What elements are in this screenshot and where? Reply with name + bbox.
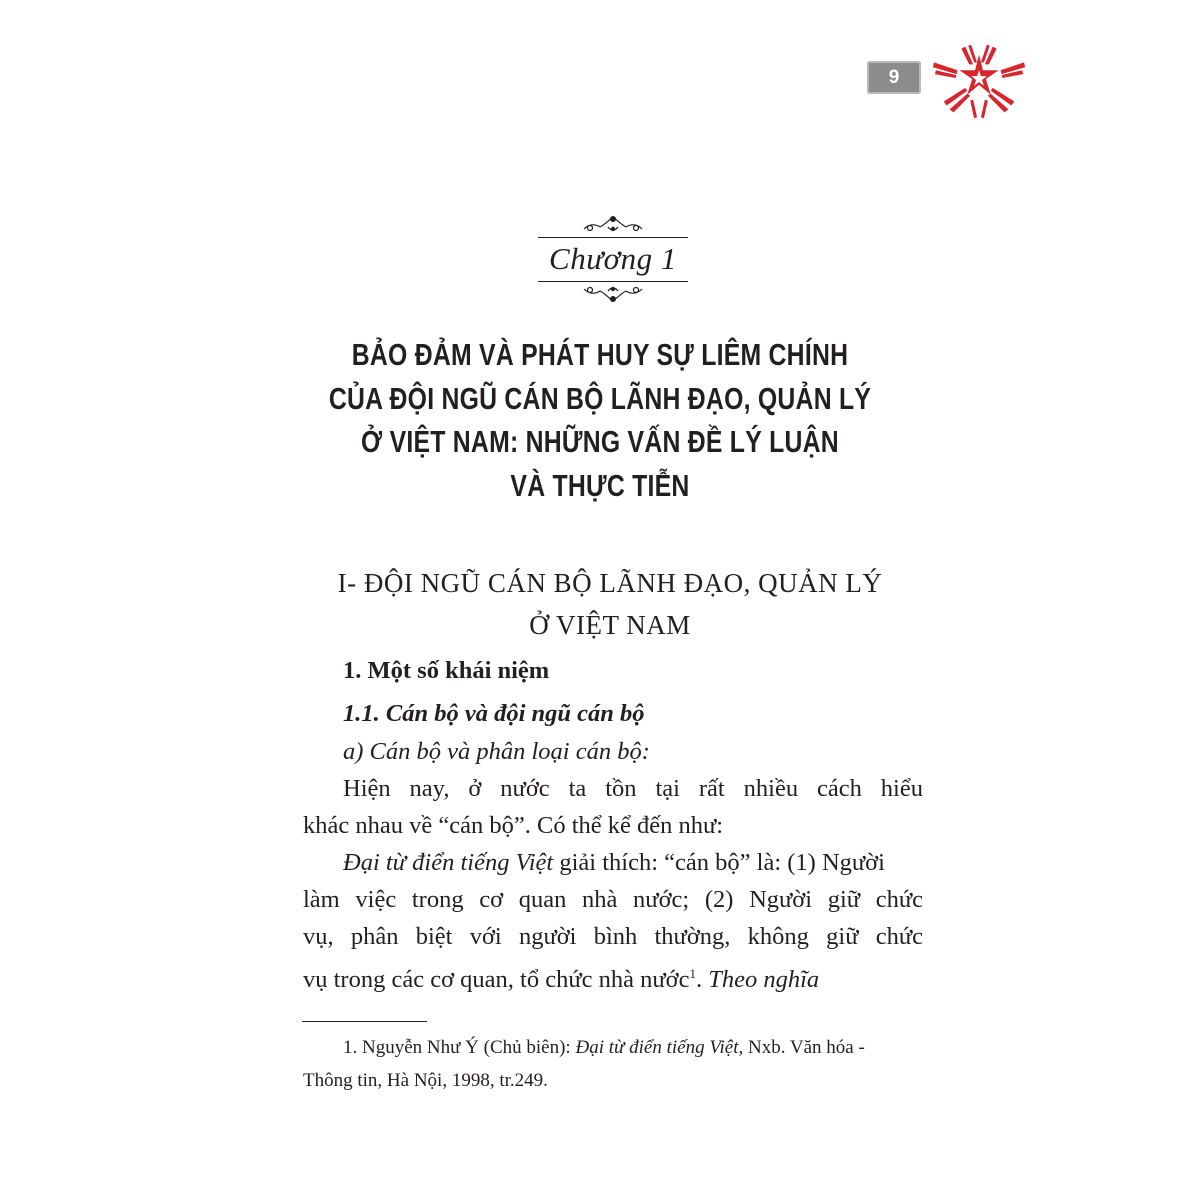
section-title-line: Ở VIỆT NAM [529, 610, 691, 640]
footnote-text: 1. Nguyễn Như Ý (Chủ biên): [343, 1037, 576, 1058]
ornament-bottom-icon [538, 281, 688, 305]
page-number-badge: 9 [867, 61, 921, 94]
footnote-italic: Đại từ điển tiếng Việt [575, 1037, 739, 1058]
paragraph-line: làm việc trong cơ quan nhà nước; (2) Người giữ chức [303, 886, 923, 913]
footnote-line [303, 1031, 923, 1064]
chapter-heading [538, 213, 688, 305]
paragraph-line: khác nhau về “cán bộ”. Có thể kể đến như: [303, 812, 724, 839]
paragraph-line [303, 955, 923, 992]
body-text [303, 770, 923, 992]
subheading-1-1: 1.1. Cán bộ và đội ngũ cán bộ [343, 700, 645, 727]
paragraph-italic: Theo nghĩa [708, 966, 820, 993]
section-title [300, 562, 920, 646]
chapter-title-line: BẢO ĐẢM VÀ PHÁT HUY SỰ LIÊM CHÍNH [351, 337, 849, 372]
paragraph-line: Hiện nay, ở nước ta tồn tại rất nhiều cách hiểu [343, 775, 923, 802]
paragraph-line [303, 844, 923, 881]
footnote-line: Thông tin, Hà Nội, 1998, tr.249. [303, 1070, 548, 1091]
chapter-title-line: Ở VIỆT NAM: NHỮNG VẤN ĐỀ LÝ LUẬN [361, 424, 839, 459]
chapter-label: Chương 1 [549, 241, 677, 276]
chapter-title [320, 333, 880, 507]
ornament-top-icon [538, 213, 688, 237]
subheading-1: 1. Một số khái niệm [343, 657, 550, 684]
chapter-title-line: CỦA ĐỘI NGŨ CÁN BỘ LÃNH ĐẠO, QUẢN LÝ [328, 380, 872, 416]
paragraph-line: vụ, phân biệt với người bình thường, không giữ chức [303, 923, 923, 950]
paragraph-text: . [696, 966, 709, 993]
chapter-title-line: VÀ THỰC TIỄN [510, 467, 690, 503]
footnote-text: , Nxb. Văn hóa - [738, 1037, 865, 1058]
paragraph-text: vụ trong các cơ quan, tổ chức nhà nước [303, 966, 690, 993]
section-title-line: I- ĐỘI NGŨ CÁN BỘ LÃNH ĐẠO, QUẢN LÝ [337, 568, 883, 598]
subheading-a: a) Cán bộ và phân loại cán bộ: [343, 738, 650, 765]
footnote-ref: 1 [689, 966, 696, 981]
star-emblem-icon [930, 40, 1028, 120]
paragraph-text: giải thích: “cán bộ” là: (1) Người [553, 849, 885, 876]
footnote-divider [302, 1021, 427, 1022]
book-title-italic: Đại từ điển tiếng Việt [343, 849, 554, 876]
footnote [303, 1031, 923, 1097]
